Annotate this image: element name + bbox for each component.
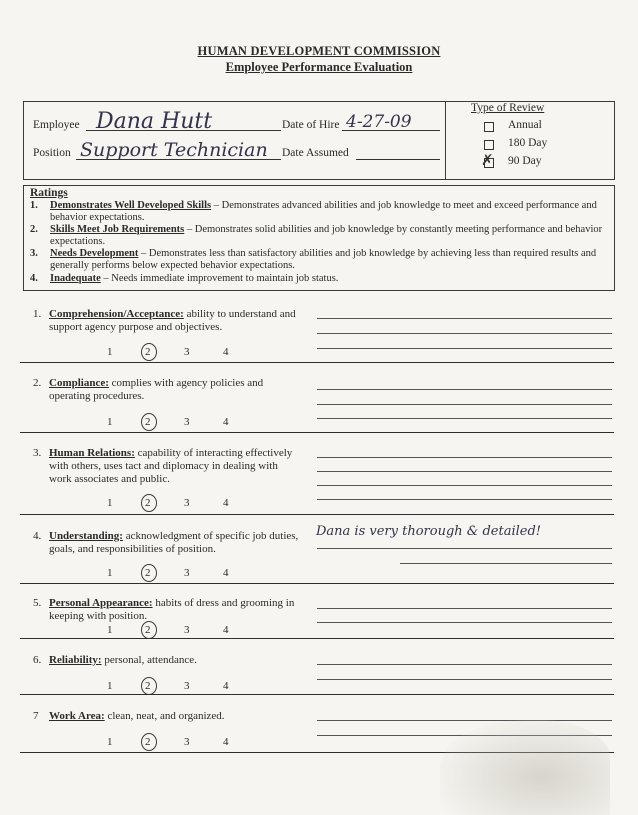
criterion-name: Human Relations:: [49, 447, 135, 459]
scale-option-3[interactable]: 3: [184, 346, 190, 358]
criterion-description: capability of interacting effectively with others, uses tact and diplomacy in dealing with work associates and public.: [49, 447, 293, 485]
criterion-name: Reliability:: [49, 654, 102, 666]
paper-stain: [440, 720, 610, 815]
criterion-reliability: [33, 654, 313, 670]
date-of-hire-field[interactable]: 4-27-09: [346, 112, 412, 132]
criterion-number: 4.: [33, 530, 42, 542]
annual-checkbox[interactable]: [484, 122, 494, 132]
rating-item: [30, 248, 608, 272]
criterion-number: 1.: [33, 308, 42, 320]
scale-option-4[interactable]: 4: [223, 736, 229, 748]
comment-line[interactable]: [317, 418, 612, 419]
rating-description: – Demonstrates advanced abilities and job knowledge to meet and exceed performance and behavior expectations.: [50, 200, 597, 224]
scale-option-4[interactable]: 4: [223, 624, 229, 636]
scale-option-4[interactable]: 4: [223, 567, 229, 579]
rating-name: Needs Development: [50, 248, 139, 259]
criterion-name: Comprehension/Acceptance:: [49, 308, 184, 320]
comment-line[interactable]: [317, 485, 612, 486]
handwritten-comment[interactable]: Dana is very thorough & detailed!: [316, 524, 542, 539]
comment-line[interactable]: [317, 622, 612, 623]
info-box-divider: [445, 102, 446, 179]
scale-option-1[interactable]: 1: [107, 416, 113, 428]
section-separator: [20, 638, 614, 639]
rating-name: Demonstrates Well Developed Skills: [50, 200, 212, 211]
ratings-legend-box: [23, 185, 615, 291]
employee-label: Employee: [33, 119, 80, 131]
ratings-title: Ratings: [30, 187, 68, 199]
scale-option-1[interactable]: 1: [107, 346, 113, 358]
comment-line[interactable]: [317, 471, 612, 472]
criterion-number: 6.: [33, 654, 42, 666]
criterion-description: complies with agency policies and operating procedures.: [49, 377, 264, 402]
scale-option-3[interactable]: 3: [184, 416, 190, 428]
rating-name: Inadequate: [50, 273, 101, 284]
date-of-hire-label: Date of Hire: [282, 119, 340, 131]
180-day-checkbox[interactable]: [484, 140, 494, 150]
criterion-name: Understanding:: [49, 530, 123, 542]
rating-number: 3.: [30, 248, 38, 259]
scale-option-2[interactable]: 2: [145, 416, 151, 428]
scale-option-1[interactable]: 1: [107, 497, 113, 509]
comment-line[interactable]: [317, 348, 612, 349]
scale-option-2[interactable]: 2: [145, 346, 151, 358]
rating-description: – Demonstrates solid abilities and job knowledge by constantly meeting performance and behavior expectations.: [50, 224, 603, 248]
date-assumed-underline: [356, 159, 440, 160]
rating-number: 4.: [30, 273, 38, 284]
criterion-understanding: [33, 530, 313, 560]
form-title: Employee Performance Evaluation: [225, 60, 413, 74]
rating-item: [30, 200, 608, 224]
scale-option-3[interactable]: 3: [184, 567, 190, 579]
comment-line[interactable]: [317, 608, 612, 609]
annual-label: Annual: [508, 119, 542, 131]
criterion-number: 7: [33, 710, 39, 722]
comment-line[interactable]: [317, 389, 612, 390]
scale-option-3[interactable]: 3: [184, 624, 190, 636]
90-day-check-mark-icon: ✗: [481, 153, 494, 169]
date-assumed-label: Date Assumed: [282, 147, 349, 159]
criterion-name: Work Area:: [49, 710, 105, 722]
rating-scale: [0, 346, 300, 362]
scale-option-2[interactable]: 2: [145, 497, 151, 509]
section-separator: [20, 694, 614, 695]
criterion-name: Compliance:: [49, 377, 109, 389]
position-label: Position: [33, 147, 71, 159]
position-field[interactable]: Support Technician: [80, 139, 268, 161]
section-separator: [20, 514, 614, 515]
criterion-work-area: [33, 710, 313, 726]
comment-line[interactable]: [317, 318, 612, 319]
scale-option-3[interactable]: 3: [184, 680, 190, 692]
90-day-label: 90 Day: [508, 155, 542, 167]
scale-option-2[interactable]: 2: [145, 736, 151, 748]
scale-option-3[interactable]: 3: [184, 736, 190, 748]
criterion-number: 2.: [33, 377, 42, 389]
criterion-personal-appearance: [33, 597, 313, 627]
rating-number: 2.: [30, 224, 38, 235]
employee-name-field[interactable]: Dana Hutt: [96, 109, 213, 134]
scale-option-4[interactable]: 4: [223, 346, 229, 358]
section-separator: [20, 583, 614, 584]
scale-option-4[interactable]: 4: [223, 497, 229, 509]
comment-line[interactable]: [317, 679, 612, 680]
criterion-human-relations: [33, 447, 313, 489]
section-separator: [20, 432, 614, 433]
comment-line[interactable]: [317, 548, 612, 549]
scale-option-2[interactable]: 2: [145, 680, 151, 692]
rating-scale: [0, 736, 300, 752]
comment-line[interactable]: [317, 720, 612, 721]
comment-line[interactable]: [317, 664, 612, 665]
section-separator: [20, 362, 614, 363]
comment-line[interactable]: [400, 563, 612, 564]
scale-option-4[interactable]: 4: [223, 680, 229, 692]
scale-option-1[interactable]: 1: [107, 624, 113, 636]
comment-line[interactable]: [317, 333, 612, 334]
review-type-title: Type of Review: [471, 102, 545, 114]
employee-info-box: [23, 101, 615, 180]
rating-item: [30, 224, 608, 248]
organization-title: HUMAN DEVELOPMENT COMMISSION: [197, 44, 441, 58]
rating-number: 1.: [30, 200, 38, 211]
scale-option-2[interactable]: 2: [145, 567, 151, 579]
criterion-number: 3.: [33, 447, 42, 459]
criterion-description: acknowledgment of specific job duties, goals, and responsibilities of position.: [49, 530, 299, 555]
criterion-compliance: [33, 377, 313, 407]
criterion-name: Personal Appearance:: [49, 597, 153, 609]
rating-description: – Needs immediate improvement to maintain job status.: [100, 273, 339, 284]
rating-scale: [0, 416, 300, 432]
scale-option-4[interactable]: 4: [223, 416, 229, 428]
scale-option-1[interactable]: 1: [107, 736, 113, 748]
rating-name: Skills Meet Job Requirements: [50, 224, 185, 235]
criterion-description: habits of dress and grooming in keeping with position.: [49, 597, 295, 622]
criterion-number: 5.: [33, 597, 42, 609]
rating-scale: [0, 497, 300, 513]
scale-option-2[interactable]: 2: [145, 624, 151, 636]
rating-scale: [0, 567, 300, 583]
criterion-description: personal, attendance.: [101, 654, 197, 666]
criterion-description: clean, neat, and organized.: [104, 710, 225, 722]
rating-item: [30, 273, 608, 285]
scale-option-1[interactable]: 1: [107, 680, 113, 692]
comment-line[interactable]: [317, 457, 612, 458]
criterion-description: ability to understand and support agency purpose and objectives.: [49, 308, 296, 333]
180-day-label: 180 Day: [508, 137, 548, 149]
rating-description: – Demonstrates less than satisfactory abilities and job knowledge by achieving less than required results and generally performs below expected behavior expectations.: [50, 248, 597, 272]
criterion-comprehension: [33, 308, 313, 338]
scale-option-1[interactable]: 1: [107, 567, 113, 579]
comment-line[interactable]: [317, 404, 612, 405]
comment-line[interactable]: [317, 499, 612, 500]
scale-option-3[interactable]: 3: [184, 497, 190, 509]
